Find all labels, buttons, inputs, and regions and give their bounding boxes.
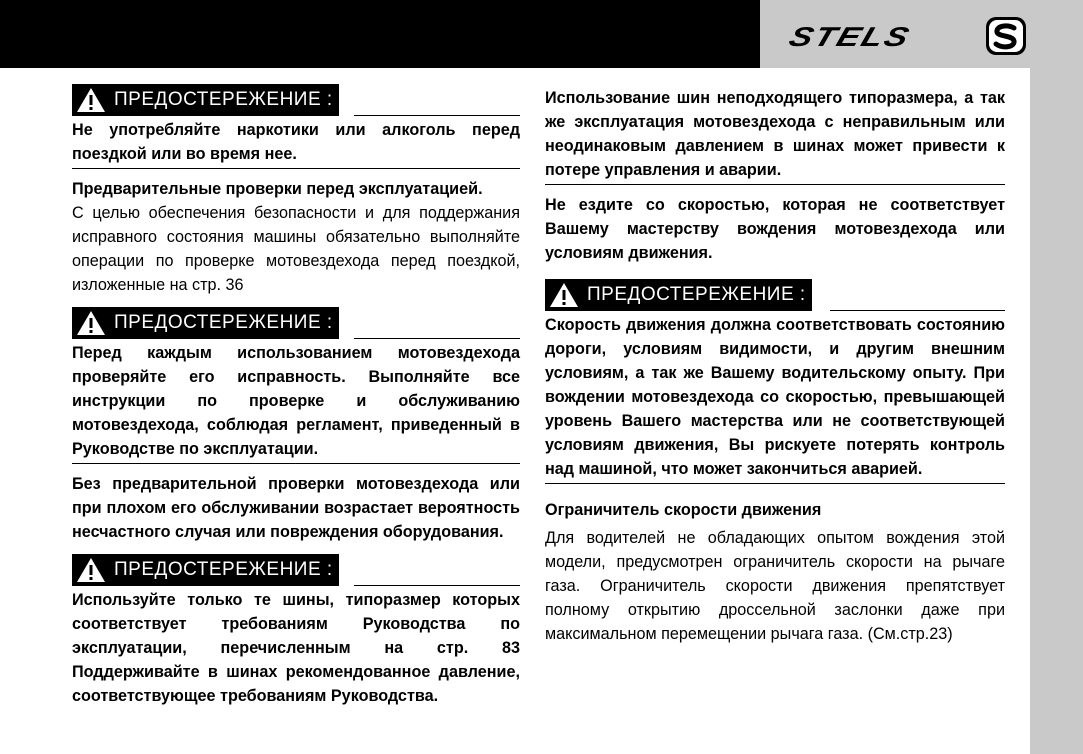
warning-triangle-icon	[76, 557, 106, 583]
speed-text: Не ездите со скоростью, которая не соответствует Вашему мастерству вождения мотовездехода или условиям движения.	[545, 196, 1005, 262]
brand-logo: STELS	[785, 21, 915, 53]
warning-header: ПРЕДОСТЕРЕЖЕНИЕ :	[72, 84, 520, 116]
warning-text-speed: Скорость движения должна соответствовать состоянию дороги, условиям видимости, и другим внешним условиям, а так же Вашему водительскому опыту. При вождении мотовездехода со скоростью, превышающей уровень Вашего мастерства или не соответствующей условиям движения, Вы рискуете потерять контроль над машиной, что может закончиться аварией.	[545, 316, 1005, 478]
warning-header: ПРЕДОСТЕРЕЖЕНИЕ :	[545, 279, 1005, 311]
warning-text-maintenance: Без предварительной проверки мотовездехода или при плохом его обслуживании возрастает вероятность несчастного случая или повреждения оборудования.	[72, 475, 520, 541]
warning-triangle-icon	[76, 310, 106, 336]
section-title-checks: Предварительные проверки перед эксплуатацией.	[72, 180, 483, 198]
warning-text-inspection: Перед каждым использованием мотовездехода проверяйте его исправность. Выполняйте все инструкции по проверке и обслуживанию мотовездехода, соблюдая регламент, приведенный в Руководстве по эксплуатации.	[72, 344, 520, 458]
brand-s-icon	[985, 16, 1027, 56]
warning-text-tires: Используйте только те шины, типоразмер которых соответствует требованиям Руководства по эксплуатации, перечисленным на стр. 83 Поддерживайте в шинах рекомендованное давление, соответствующее требованиям Руководства.	[72, 591, 520, 705]
section-title-limiter: Ограничитель скорости движения	[545, 501, 822, 519]
warning-text-drugs: Не употребляйте наркотики или алкоголь перед поездкой или во время нее.	[72, 121, 520, 163]
tires-text: Использование шин неподходящего типоразмера, а так же эксплуатация мотовездехода с неправильным или неодинаковым давлением в шинах может привести к потере управления и аварии.	[545, 89, 1005, 179]
warning-triangle-icon	[549, 282, 579, 308]
left-column	[72, 84, 520, 708]
right-column	[545, 86, 1005, 646]
warning-header: ПРЕДОСТЕРЕЖЕНИЕ :	[72, 307, 520, 339]
limiter-text: Для водителей не обладающих опытом вождения этой модели, предусмотрен ограничитель скорости на рычаге газа. Ограничитель скорости движения препятствует полному открытию дроссельной заслонки даже при максимальном перемещении рычага газа. (См.стр.23)	[545, 529, 1005, 643]
checks-text: С целью обеспечения безопасности и для поддержания исправного состояния машины обязательно выполняйте операции по проверке мотовездехода перед поездкой, изложенные на стр. 36	[72, 204, 520, 294]
warning-triangle-icon	[76, 87, 106, 113]
warning-header: ПРЕДОСТЕРЕЖЕНИЕ :	[72, 554, 520, 586]
side-strip	[1030, 68, 1083, 754]
header-bar	[0, 0, 760, 68]
